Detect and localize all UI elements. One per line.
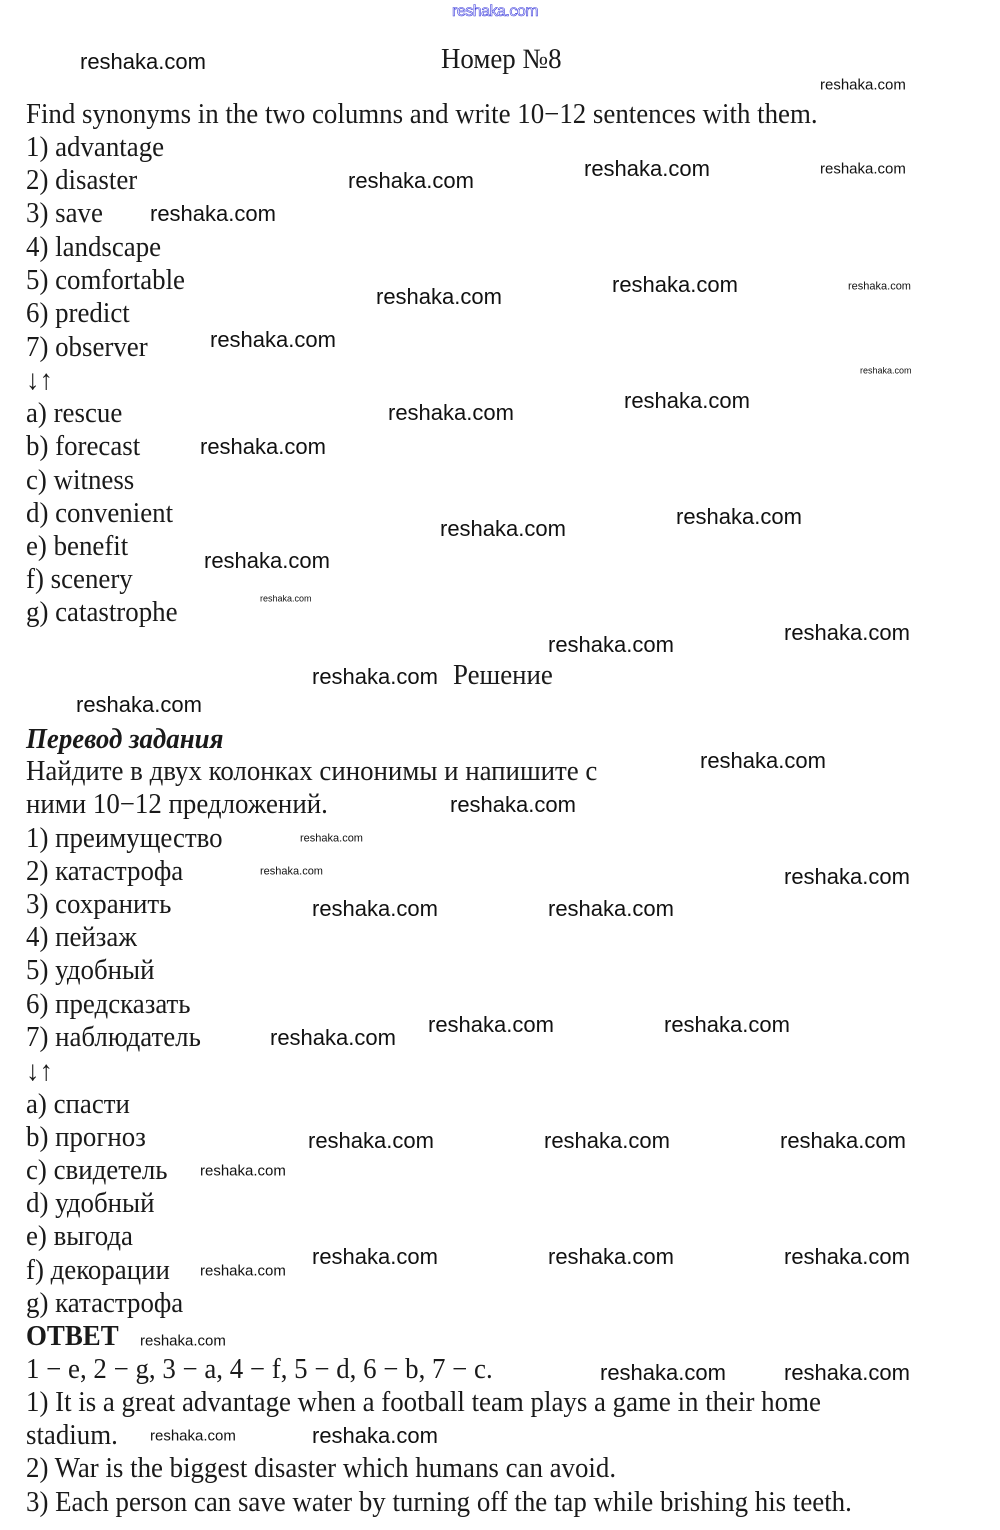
translation-text: ними 10−12 предложений.: [26, 789, 328, 820]
translation-text: Найдите в двух колонках синонимы и напишите с: [26, 756, 598, 787]
watermark: reshaka.com: [312, 1244, 438, 1269]
watermark: reshaka.com: [664, 1012, 790, 1037]
watermark: reshaka.com: [700, 748, 826, 773]
watermark: reshaka.com: [784, 864, 910, 889]
list-item: 3) save: [26, 198, 103, 229]
list-item: b) прогноз: [26, 1122, 146, 1153]
watermark: reshaka.com: [204, 548, 330, 573]
list-item: 6) predict: [26, 298, 130, 329]
list-item: e) benefit: [26, 531, 129, 562]
watermark: reshaka.com: [300, 832, 363, 845]
list-item: 7) наблюдатель: [26, 1022, 201, 1053]
watermark: reshaka.com: [780, 1128, 906, 1153]
watermark: reshaka.com: [784, 620, 910, 645]
list-item: f) декорации: [26, 1255, 170, 1286]
list-item: g) катастрофа: [26, 1288, 184, 1319]
watermark: reshaka.com: [270, 1025, 396, 1050]
watermark: reshaka.com: [548, 896, 674, 921]
watermark: reshaka.com: [376, 284, 502, 309]
watermark: reshaka.com: [150, 201, 276, 226]
watermark: reshaka.com: [210, 327, 336, 352]
list-item: g) catastrophe: [26, 597, 178, 628]
watermark: reshaka.com: [440, 516, 566, 541]
list-item: a) rescue: [26, 398, 123, 429]
list-item: 6) предсказать: [26, 989, 191, 1020]
list-item: 5) comfortable: [26, 265, 185, 296]
watermark: reshaka.com: [200, 1262, 286, 1280]
watermark: reshaka.com: [312, 896, 438, 921]
list-item: 7) observer: [26, 332, 148, 363]
list-item: 4) пейзаж: [26, 922, 137, 953]
watermark: reshaka.com: [80, 49, 206, 74]
solution-heading: Решение: [453, 660, 553, 691]
answer-heading: ОТВЕТ: [26, 1321, 119, 1352]
list-item: 1) преимущество: [26, 823, 223, 854]
watermark: reshaka.com: [348, 168, 474, 193]
watermark: reshaka.com: [260, 593, 312, 604]
watermark: reshaka.com: [600, 1360, 726, 1385]
list-item: c) свидетель: [26, 1155, 168, 1186]
answer-sentence: stadium.: [26, 1420, 118, 1451]
watermark: reshaka.com: [140, 1332, 226, 1350]
watermark: reshaka.com: [76, 692, 202, 717]
watermark: reshaka.com: [260, 865, 323, 878]
top-watermark: reshaka.com: [452, 3, 539, 20]
answer-sentence: 2) War is the biggest disaster which humans can avoid.: [26, 1453, 617, 1484]
list-item: 5) удобный: [26, 955, 155, 986]
arrows: ↓↑: [26, 365, 53, 396]
list-item: 3) сохранить: [26, 889, 172, 920]
watermark: reshaka.com: [544, 1128, 670, 1153]
list-item: c) witness: [26, 465, 135, 496]
list-item: e) выгода: [26, 1221, 133, 1252]
watermark: reshaka.com: [200, 1162, 286, 1180]
watermark: reshaka.com: [150, 1427, 236, 1445]
list-item: 2) disaster: [26, 165, 138, 196]
watermark: reshaka.com: [820, 160, 906, 178]
watermark: reshaka.com: [820, 76, 906, 94]
answer-key: 1 − e, 2 − g, 3 − a, 4 − f, 5 − d, 6 − b, 7 − c.: [26, 1354, 493, 1385]
list-item: d) удобный: [26, 1188, 155, 1219]
watermark: reshaka.com: [428, 1012, 554, 1037]
watermark: reshaka.com: [584, 156, 710, 181]
watermark: reshaka.com: [784, 1244, 910, 1269]
task-text: Find synonyms in the two columns and write 10−12 sentences with them.: [26, 99, 818, 130]
list-item: a) спасти: [26, 1089, 130, 1120]
list-item: 4) landscape: [26, 232, 162, 263]
translation-heading: Перевод задания: [26, 724, 224, 755]
watermark: reshaka.com: [548, 632, 674, 657]
watermark: reshaka.com: [388, 400, 514, 425]
watermark: reshaka.com: [676, 504, 802, 529]
watermark: reshaka.com: [200, 434, 326, 459]
watermark: reshaka.com: [848, 280, 911, 293]
watermark: reshaka.com: [612, 272, 738, 297]
watermark: reshaka.com: [860, 365, 912, 376]
list-item: f) scenery: [26, 564, 133, 595]
list-item: 2) катастрофа: [26, 856, 184, 887]
answer-sentence: 3) Each person can save water by turning off the tap while brishing his teeth.: [26, 1487, 852, 1518]
answer-sentence: 1) It is a great advantage when a football team plays a game in their home: [26, 1387, 821, 1418]
watermark: reshaka.com: [624, 388, 750, 413]
watermark: reshaka.com: [784, 1360, 910, 1385]
watermark: reshaka.com: [312, 664, 438, 689]
watermark: reshaka.com: [312, 1423, 438, 1448]
list-item: 1) advantage: [26, 132, 165, 163]
list-item: d) convenient: [26, 498, 174, 529]
watermark: reshaka.com: [308, 1128, 434, 1153]
watermark: reshaka.com: [450, 792, 576, 817]
list-item: b) forecast: [26, 431, 141, 462]
watermark: reshaka.com: [548, 1244, 674, 1269]
page-title: Номер №8: [441, 44, 562, 75]
arrows: ↓↑: [26, 1056, 53, 1087]
